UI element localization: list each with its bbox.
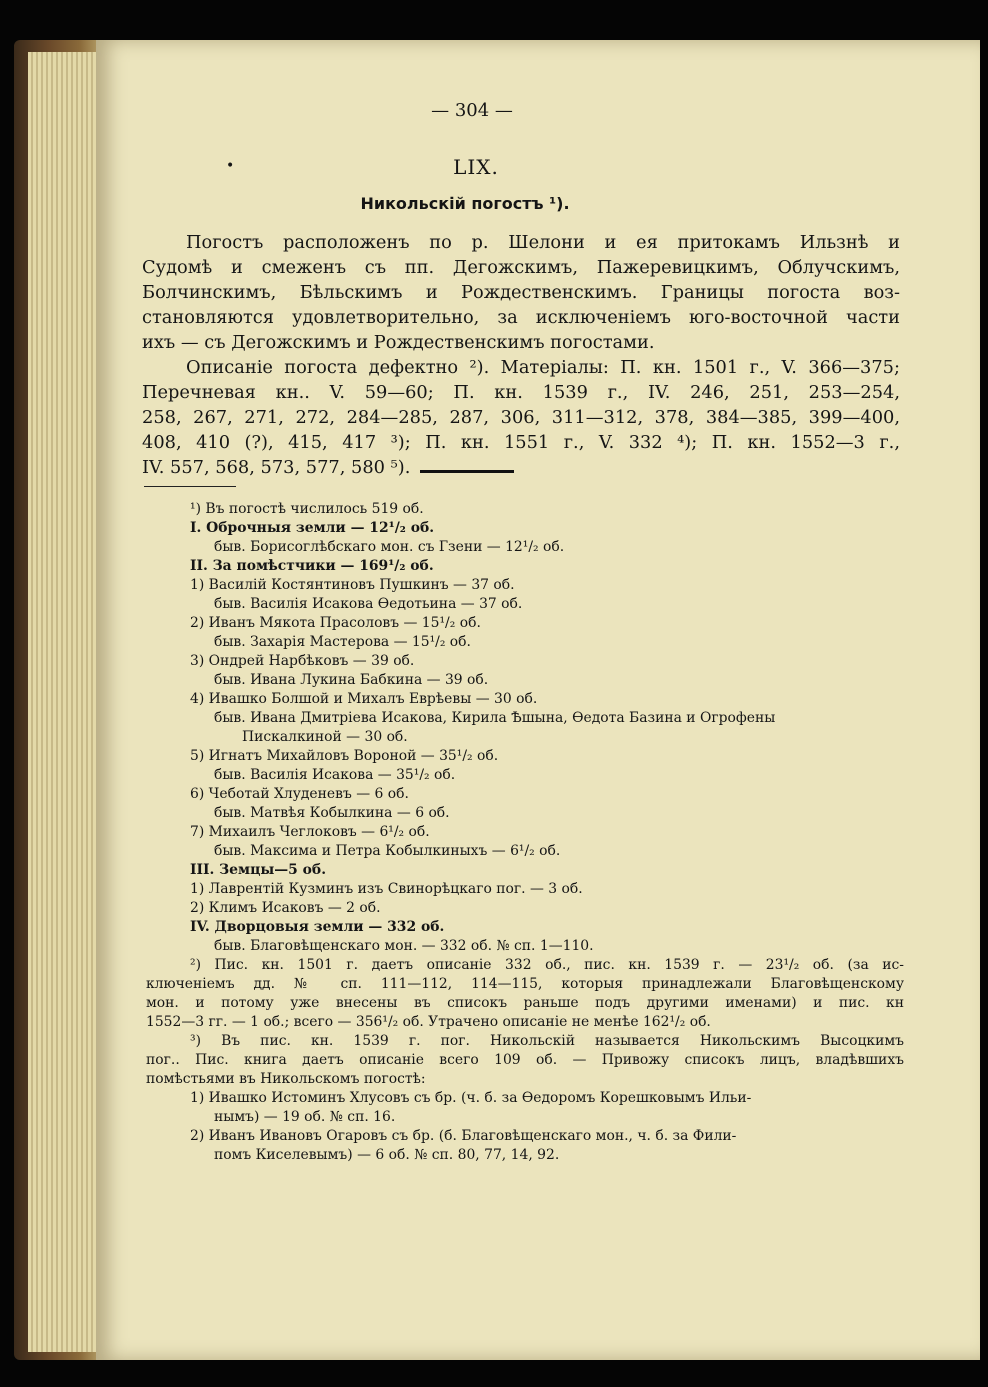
footnote-line: 1552—3 гг. — 1 об.; всего — 356¹/₂ об. Утрачено описаніе не менѣе 162¹/₂ об. bbox=[146, 1014, 711, 1030]
section-numeral: LIX. bbox=[453, 155, 499, 179]
footnote-line: быв. Борисоглѣбскаго мон. съ Гзени — 12¹/₂ об. bbox=[214, 539, 565, 555]
footnote-line: 3) Ондрей Нарбѣковъ — 39 об. bbox=[190, 653, 415, 669]
ink-mark: • bbox=[226, 158, 235, 174]
footnote-heading: IV. Дворцовыя земли — 332 об. bbox=[190, 919, 445, 935]
footnote-line: 4) Ивашко Болшой и Михалъ Еврѣевы — 30 об. bbox=[190, 691, 538, 707]
footnote-line: пог.. Пис. книга даетъ описаніе всего 109 об. — Привожу списокъ лицъ, владѣвшихъ bbox=[146, 1052, 904, 1068]
body-line: ихъ — съ Дегожскимъ и Рождественскимъ погостами. bbox=[142, 332, 655, 353]
footnote-heading: III. Земцы—5 об. bbox=[190, 862, 327, 878]
footnotes bbox=[146, 500, 904, 1165]
footnote-line: быв. Матвѣя Кобылкина — 6 об. bbox=[214, 805, 450, 821]
footnote-line: помъ Киселевымъ) — 6 об. № сп. 80, 77, 14, 92. bbox=[214, 1147, 560, 1163]
footnote-line: быв. Василія Исакова Өедотьина — 37 об. bbox=[214, 596, 523, 612]
footnote-line: 7) Михаилъ Чеглоковъ — 6¹/₂ об. bbox=[190, 824, 430, 840]
footnote-line: 5) Игнатъ Михайловъ Вороной — 35¹/₂ об. bbox=[190, 748, 499, 764]
footnote-line: быв. Благовѣщенскаго мон. — 332 об. № сп. 1—110. bbox=[214, 938, 594, 954]
footnote-line: быв. Василія Исакова — 35¹/₂ об. bbox=[214, 767, 456, 783]
section-title: Никольскій погостъ ¹). bbox=[360, 194, 570, 213]
section-end-rule bbox=[420, 470, 514, 473]
footnote-line: ³) Въ пис. кн. 1539 г. пог. Никольскій называется Никольскимъ Высоцкимъ bbox=[190, 1033, 904, 1049]
body-line: 258, 267, 271, 272, 284—285, 287, 306, 311—312, 378, 384—385, 399—400, bbox=[142, 407, 900, 428]
body-line: IV. 557, 568, 573, 577, 580 ⁵). bbox=[142, 457, 411, 478]
body-line: Перечневая кн.. V. 59—60; П. кн. 1539 г., IV. 246, 251, 253—254, bbox=[142, 382, 900, 403]
page-number: — 304 — bbox=[431, 100, 513, 121]
footnote-heading: II. За помѣстчики — 169¹/₂ об. bbox=[190, 558, 434, 574]
body-line: Болчинскимъ, Бѣльскимъ и Рождественскимъ. Границы погоста воз- bbox=[142, 282, 900, 303]
body-line: Судомѣ и смеженъ съ пп. Дегожскимъ, Пажеревицкимъ, Облучскимъ, bbox=[142, 257, 900, 278]
footnote-line: нымъ) — 19 об. № сп. 16. bbox=[214, 1109, 396, 1125]
footnote-line: ¹) Въ погостѣ числилось 519 об. bbox=[190, 501, 424, 517]
footnote-line: быв. Максима и Петра Кобылкиныхъ — 6¹/₂ об. bbox=[214, 843, 561, 859]
body-line: Погостъ расположенъ по р. Шелони и ея притокамъ Ильзнѣ и bbox=[186, 232, 900, 253]
footnote-line: мон. и потому уже внесены въ списокъ раньше подъ другими именами) и пис. кн bbox=[146, 995, 904, 1011]
footnote-line: 1) Василій Костянтиновъ Пушкинъ — 37 об. bbox=[190, 577, 515, 593]
footnote-heading: I. Оброчныя земли — 12¹/₂ об. bbox=[190, 520, 435, 536]
footnote-line: 2) Климъ Исаковъ — 2 об. bbox=[190, 900, 381, 916]
footnote-line: 2) Иванъ Ивановъ Огаровъ съ бр. (б. Благовѣщенскаго мон., ч. б. за Фили- bbox=[190, 1128, 737, 1144]
main-text bbox=[142, 230, 900, 480]
footnote-line: 1) Ивашко Истоминъ Хлусовъ съ бр. (ч. б. за Өедоромъ Корешковымъ Ильи- bbox=[190, 1090, 752, 1106]
footnote-line: Пискалкиной — 30 об. bbox=[242, 729, 408, 745]
body-line: 408, 410 (?), 415, 417 ³); П. кн. 1551 г., V. 332 ⁴); П. кн. 1552—3 г., bbox=[142, 432, 900, 453]
footnote-line: 2) Иванъ Мякота Прасоловъ — 15¹/₂ об. bbox=[190, 615, 481, 631]
footnote-line: ²) Пис. кн. 1501 г. даетъ описаніе 332 об., пис. кн. 1539 г. — 23¹/₂ об. (за ис- bbox=[190, 957, 904, 973]
footnote-separator bbox=[144, 486, 236, 487]
footnote-line: 6) Чеботай Хлуденевъ — 6 об. bbox=[190, 786, 409, 802]
footnote-line: быв. Захарія Мастерова — 15¹/₂ об. bbox=[214, 634, 471, 650]
footnote-line: ключеніемъ дд. № сп. 111—112, 114—115, которыя принадлежали Благовѣщенскому bbox=[146, 976, 904, 992]
body-line: становляются удовлетворительно, за исключеніемъ юго-восточной части bbox=[142, 307, 900, 328]
footnote-line: быв. Ивана Лукина Бабкина — 39 об. bbox=[214, 672, 489, 688]
footnote-line: 1) Лаврентій Кузминъ изъ Свинорѣцкаго пог. — 3 об. bbox=[190, 881, 583, 897]
footnote-line: быв. Ивана Дмитріева Исакова, Кирила Ѣшына, Өедота Базина и Огрофены bbox=[214, 710, 776, 726]
body-line: Описаніе погоста дефектно ²). Матеріалы: П. кн. 1501 г., V. 366—375; bbox=[186, 357, 900, 378]
footnote-line: помѣстьями въ Никольскомъ погостѣ: bbox=[146, 1071, 426, 1087]
